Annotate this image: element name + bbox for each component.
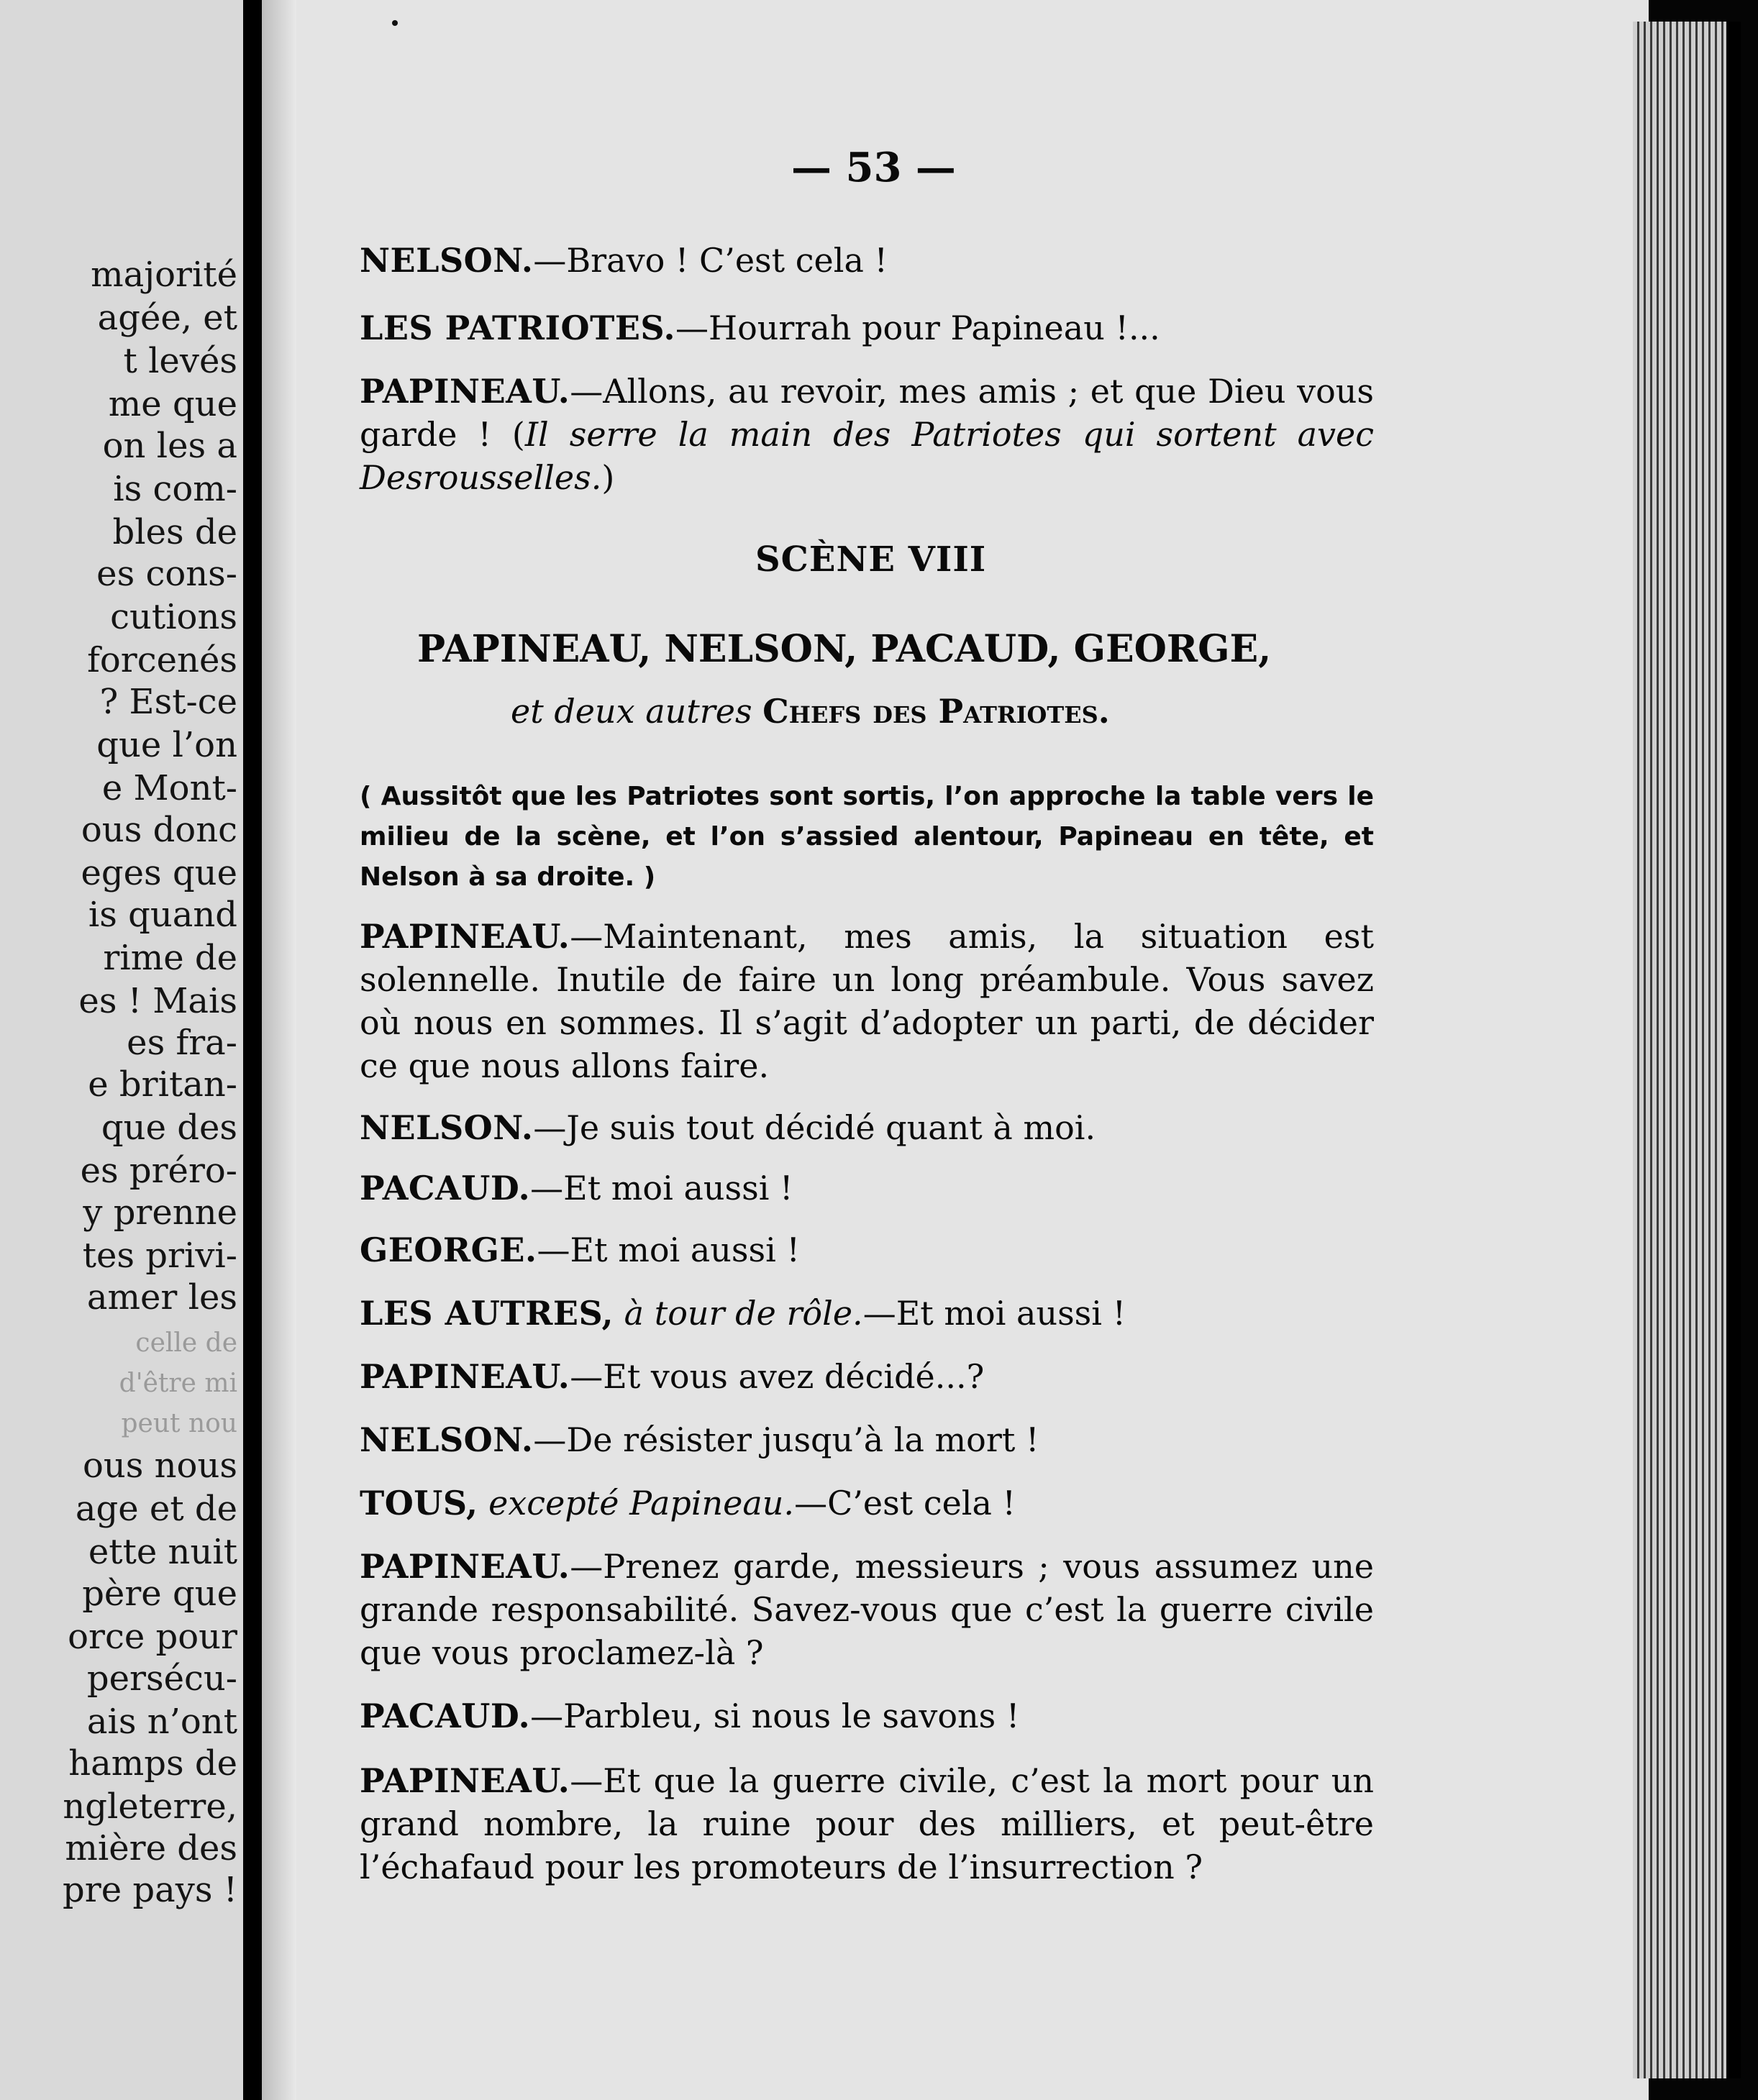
speaker: PACAUD. (360, 1169, 531, 1208)
speaker: PAPINEAU. (360, 917, 570, 956)
left-line: age et de (75, 1489, 237, 1529)
speaker: PAPINEAU. (360, 1357, 570, 1396)
left-line: agée, et (97, 298, 237, 338)
characters-small-caps: Chefs des Patriotes. (762, 692, 1110, 731)
characters-italic: et deux autres (511, 692, 752, 731)
left-line: ngleterre, (63, 1786, 237, 1827)
left-line: y prenne (83, 1192, 237, 1233)
dialogue-text: —Et moi aussi ! (530, 1169, 793, 1208)
dialogue-line (360, 1759, 1374, 1889)
left-line: is com- (113, 469, 237, 509)
left-line: is quand (88, 895, 237, 935)
left-line: eges que (81, 853, 237, 893)
dialogue-line (360, 370, 1374, 499)
speaker: PAPINEAU. (360, 1761, 570, 1800)
left-page-fragment (0, 0, 243, 2100)
left-line: ous donc (81, 810, 237, 850)
left-line: ette nuit (88, 1532, 237, 1572)
speaker: GEORGE. (360, 1231, 537, 1269)
speaker: LES AUTRES, (360, 1294, 614, 1333)
scene-characters: PAPINEAU, NELSON, PACAUD, GEORGE, (417, 627, 1272, 671)
left-line: que des (101, 1108, 237, 1148)
left-faint-line: peut nou (121, 1409, 237, 1438)
scene-title: SCÈNE VIII (755, 539, 987, 580)
dialogue-text: —Et vous avez décidé...? (570, 1357, 985, 1396)
speaker: NELSON. (360, 1108, 534, 1147)
left-line: mière des (65, 1828, 237, 1868)
speaker: NELSON. (360, 241, 534, 280)
dialogue-text: —Maintenant, mes amis, la situation est solennelle. Inutile de faire un long préambule. Vous savez où nous en sommes. Il s’agit d’adopter un parti, de décider ce que nous allons faire. (360, 917, 1374, 1085)
stage-direction: à tour de rôle. (614, 1294, 863, 1333)
left-line: es ! Mais (78, 981, 237, 1021)
left-line: orce pour (68, 1617, 237, 1657)
dialogue-line (360, 915, 1374, 1087)
book-gutter (243, 0, 262, 2100)
left-line: forcenés (87, 640, 237, 680)
dialogue-text: —C’est cela ! (794, 1484, 1016, 1522)
dialogue-line (360, 1292, 1374, 1335)
dialogue-text: —Et moi aussi ! (537, 1231, 800, 1269)
dialogue-text: —Et que la guerre civile, c’est la mort pour un grand nombre, la ruine pour des milliers, et peut-être l’échafaud pour les promoteurs de l’insurrection ? (360, 1761, 1374, 1886)
dialogue-text: —Je suis tout décidé quant à moi. (533, 1108, 1096, 1147)
stage-direction: Il serre la main des Patriotes qui sortent avec Desrousselles. (360, 415, 1374, 497)
left-line: es préro- (80, 1151, 237, 1191)
dialogue-line (360, 1418, 1374, 1461)
left-line: ous nous (82, 1446, 237, 1486)
dialogue-line (360, 1167, 1374, 1210)
left-line: es cons- (96, 554, 237, 594)
dialogue-line (360, 1482, 1374, 1525)
dialogue-line (360, 306, 1374, 350)
page-edges (1633, 22, 1741, 2078)
dialogue-line (360, 239, 1374, 282)
left-line: rime de (103, 938, 237, 978)
left-line: majorité (91, 255, 237, 295)
left-line: persécu- (86, 1658, 237, 1699)
left-line: amer les (86, 1277, 237, 1318)
stage-close: ) (601, 458, 615, 497)
left-line: es fra- (127, 1023, 237, 1063)
left-line: on les a (102, 426, 237, 466)
speaker: PAPINEAU. (360, 372, 570, 411)
dialogue-line (360, 1228, 1374, 1272)
dialogue-text: —Allons, au revoir, mes amis ; et que Dieu vous garde ! ( (360, 372, 1374, 454)
dialogue-text: —Parbleu, si nous le savons ! (530, 1697, 1020, 1735)
dialogue-text: —Et moi aussi ! (862, 1294, 1126, 1333)
left-line: ? Est-ce (99, 682, 237, 722)
left-line: e britan- (88, 1064, 237, 1105)
dialogue-line (360, 1545, 1374, 1674)
gutter-shadow (262, 0, 296, 2100)
page-number: — 53 — (791, 144, 956, 191)
left-line: e Mont- (101, 768, 237, 808)
dialogue-line (360, 1106, 1374, 1149)
scene-characters-more (511, 692, 1110, 731)
stage-direction: excepté Papineau. (478, 1484, 795, 1522)
speaker: PAPINEAU. (360, 1547, 570, 1586)
speaker: TOUS, (360, 1484, 478, 1522)
dialogue-text: —Bravo ! C’est cela ! (533, 241, 888, 280)
left-line: cutions (110, 597, 237, 637)
left-faint-line: celle de (135, 1328, 237, 1358)
left-line: ais n’ont (86, 1702, 237, 1742)
dialogue-text: —Hourrah pour Papineau !... (675, 309, 1160, 347)
dialogue-text: —De résister jusqu’à la mort ! (533, 1420, 1039, 1459)
dialogue-line (360, 1694, 1374, 1738)
dialogue-text: —Prenez garde, messieurs ; vous assumez une grande responsabilité. Savez-vous que c’est la guerre civile que vous proclamez-là ? (360, 1547, 1374, 1672)
left-line: que l’on (96, 725, 237, 765)
left-line: tes privi- (82, 1236, 237, 1276)
left-line: pre pays ! (63, 1870, 237, 1910)
dialogue-line (360, 1355, 1374, 1398)
left-faint-line: d'être mi (119, 1369, 237, 1398)
speaker: NELSON. (360, 1420, 534, 1459)
left-line: père que (82, 1574, 237, 1614)
left-line: me que (108, 384, 237, 424)
ink-dot (392, 20, 398, 26)
left-line: hamps de (68, 1743, 237, 1784)
left-line: t levés (123, 341, 237, 381)
speaker: PACAUD. (360, 1697, 531, 1735)
stage-note: ( Aussitôt que les Patriotes sont sortis, l’on approche la table vers le milieu de la scène, et l’on s’assied alentour, Papineau en tête, et Nelson à sa droite. ) (360, 782, 1374, 892)
left-line: bles de (112, 512, 237, 552)
speaker: LES PATRIOTES. (360, 309, 675, 347)
